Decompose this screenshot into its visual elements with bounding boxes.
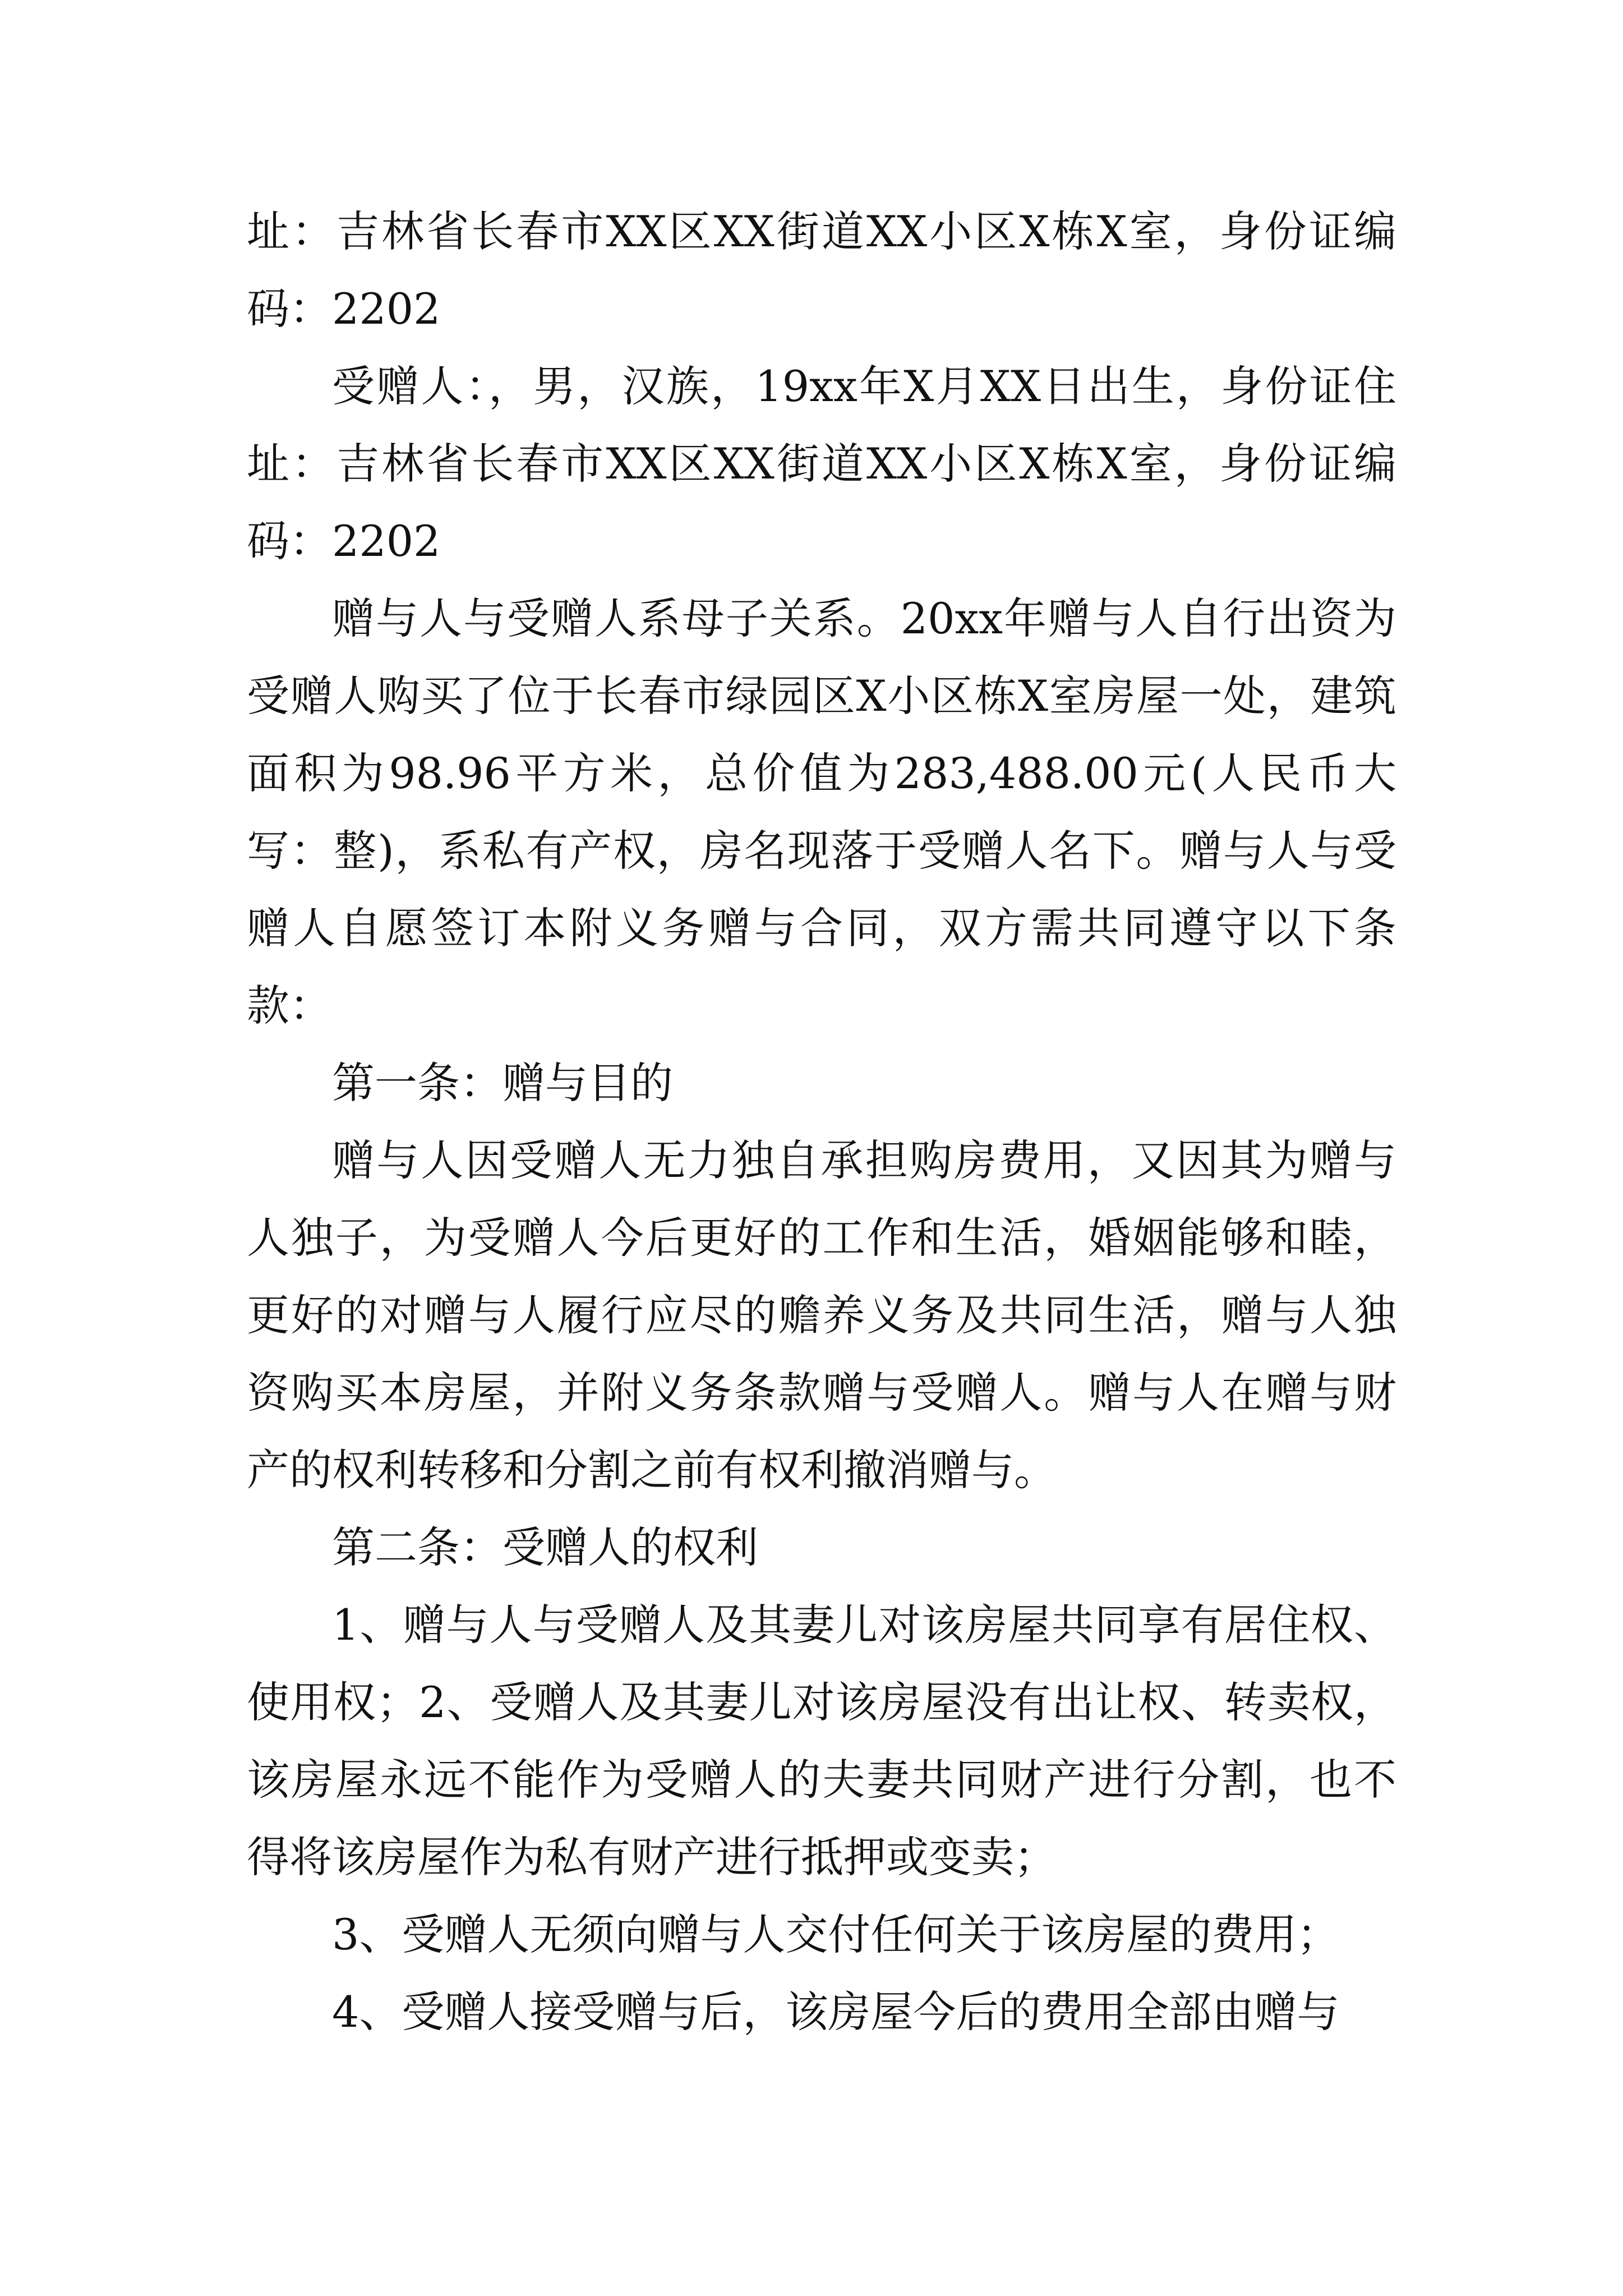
paragraph-article-2-item-3: 3、受赠人无须向赠与人交付任何关于该房屋的费用； bbox=[332, 1910, 1340, 1959]
heading-article-1: 第一条：赠与目的 bbox=[332, 1058, 673, 1108]
paragraph-article-2-item-4: 4、受赠人接受赠与后，该房屋今后的费用全部由赠与 bbox=[332, 1987, 1340, 2037]
paragraph-article-1-body: 赠与人因受赠人无力独自承担购房费用，又因其为赠与人独子，为受赠人今后更好的工作和生活，婚姻能够和睦，更好的对赠与人履行应尽的赡养义务及共同生活，赠与人独资购买本房屋，并附义务条款赠与受赠人。赠与人在赠与财产的权利转移和分割之前有权利撤消赠与。 bbox=[247, 1135, 1396, 1495]
paragraph-article-2-item-1-2: 1、赠与人与受赠人及其妻儿对该房屋共同享有居住权、使用权；2、受赠人及其妻儿对该房屋没有出让权、转卖权，该房屋永远不能作为受赠人的夫妻共同财产进行分割，也不得将该房屋作为私有财产进行抵押或变卖； bbox=[247, 1600, 1396, 1882]
heading-article-2: 第二条：受赠人的权利 bbox=[332, 1522, 758, 1572]
document-body bbox=[247, 193, 1396, 2051]
paragraph-gift-background: 赠与人与受赠人系母子关系。20xx年赠与人自行出资为受赠人购买了位于长春市绿园区X小区栋X室房屋一处，建筑面积为98.96平方米，总价值为283,488.00元(人民币大写：整)，系私有产权，房名现落于受赠人名下。赠与人与受赠人自愿签订本附义务赠与合同，双方需共同遵守以下条款： bbox=[247, 593, 1396, 1030]
paragraph-address-continuation: 址：吉林省长春市XX区XX街道XX小区X栋X室，身份证编码：2202 bbox=[247, 206, 1396, 334]
paragraph-recipient-info: 受赠人：，男，汉族，19xx年X月XX日出生，身份证住址：吉林省长春市XX区XX街道XX小区X栋X室，身份证编码：2202 bbox=[247, 361, 1396, 566]
